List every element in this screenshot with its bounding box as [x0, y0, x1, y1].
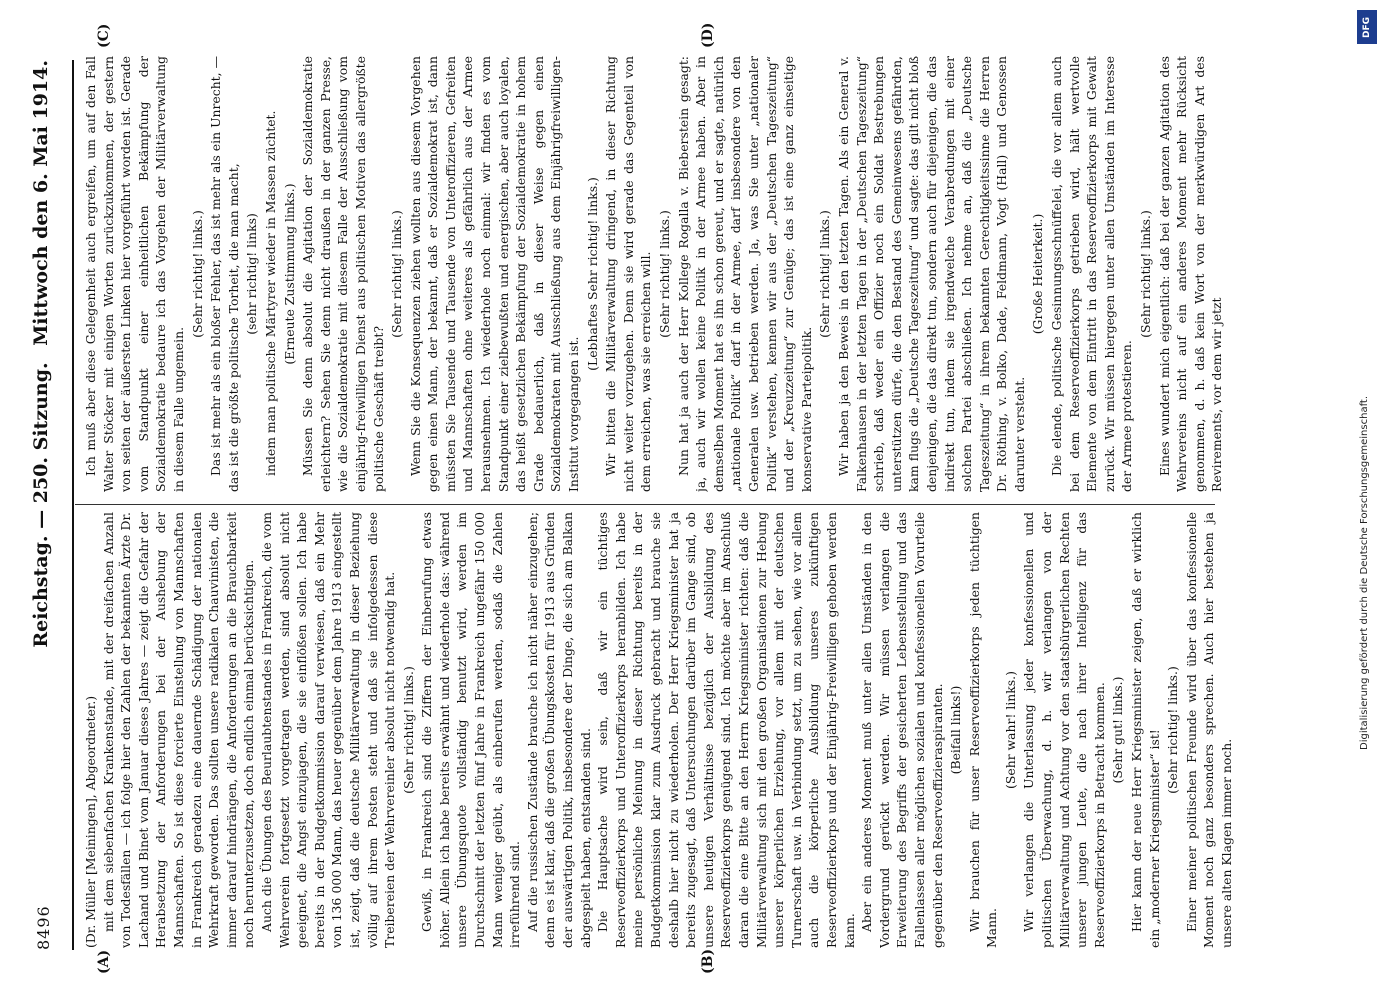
interjection: (Sehr gut! links.): [1110, 676, 1126, 784]
paragraph: Eines wundert mich eigentlich: daß bei der ganzen Agitation des Wehrvereins nicht auf ein anderes Moment mehr Rücksicht genommen, d. h. daß kein Wort von der merkwürdigen Art des Revirements, vor dem wir jetzt: [1156, 56, 1225, 492]
paragraph: Wir verlangen die Unterlassung jeder konfessionellen und politischen Überwachung, d. h. wir verlangen von der Militärverwaltung und Achtung vor den staatsbürgerlichen Rechten unserer jungen Leute, die nach ihrer Intelligenz für das Reserveoffizierkorps in Betracht kommen.: [1021, 512, 1107, 948]
margin-mark-c: (C): [96, 23, 112, 48]
paragraph: Wir bitten die Militärverwaltung dringend, in dieser Richtung nicht weiter vorzugehen. Denn sie wird gerade das Gegenteil von dem erreichen, was sie erreichen will.: [603, 56, 654, 492]
credit-text: Digitalisierung gefördert durch die Deutsche Forschungsgemeinschaft.: [1359, 395, 1370, 750]
interjection: (Sehr richtig! links.): [189, 210, 205, 338]
running-head: [20, 60, 58, 950]
digitization-credit: [1357, 10, 1379, 995]
paragraph: Hier kann der neue Herr Kriegsminister zeigen, daß er wirklich ein „moderner Kriegsminister“ ist!: [1129, 512, 1162, 948]
interjection: (Sehr richtig! links.): [400, 666, 416, 794]
paragraph: Das ist mehr als ein bloßer Fehler, das ist mehr als ein Unrecht, — das ist die größte politische Torheit, die man macht,: [208, 56, 241, 492]
paragraph: Auf die russischen Zustände brauche ich nicht näher einzugehen; denn es ist klar, daß die großen Übungskosten für 1913 aus Gründen der auswärtigen Politik, insbesondere der Dinge, die sich am Balkan abgespielt haben, entstanden sind.: [524, 512, 593, 948]
paragraph: Die Hauptsache wird sein, daß wir ein tüchtiges Reserveoffizierkorps und Unteroffizierkorps heranbilden. Ich habe meine persönliche Meinung in dieser Richtung bereits in der Budgetkommission klar zum Ausdruck gebracht und brauche sie deshalb hier nicht zu wiederholen. Der Herr Kriegsminister hat ja bereits zugesagt, daß Untersuchungen darüber im Gange sind, ob unsere heutigen Verhältnisse bezüglich der Ausbildung des Reserveoffizierkorps genügend sind. Ich möchte aber im Anschluß daran die eine Bitte an den Herrn Kriegsminister richten: daß die Militärverwaltung sich mit den großen Organisationen zur Hebung unserer körperlichen Erziehung, vor allem mit der deutschen Turnerschaft usw. in Verbindung setzt, um zu sehen, wie vor allem auch die körperliche Ausbildung unseres zukünftigen Reserveoffizierkorps und der Einjährig-Freiwilligen gehoben werden kann.: [595, 512, 857, 948]
interjection: (Große Heiterkeit.): [1030, 213, 1046, 335]
interjection: (Sehr richtig! links.): [1165, 666, 1181, 794]
paragraph: Ich muß aber diese Gelegenheit auch ergreifen, um auf den Fall Walter Stöcker mit einigen Worten zurückzukommen, der gestern von seiten der äußersten Linken hier vorgeführt worden ist. Gerade vom Standpunkt einer einheitlichen Bekämpfung der Sozialdemokratie bedaure ich das Vorgehen der Militärverwaltung in diesem Falle ungemein.: [83, 56, 186, 492]
page-number: 8496: [34, 905, 53, 950]
paragraph: Einer meiner politischen Freunde wird über das konfessionelle Moment noch ganz besonders sprechen. Auch hier bestehen ja unsere alten Klagen immer noch.: [1183, 512, 1234, 948]
paragraph: Nun hat ja auch der Herr Kollege Rogalla v. Bieberstein gesagt: ja, auch wir wollen keine Politik in der Armee haben. Aber in demselben Moment hat es ihn schon gereut, und er sagte, natürlich „nationale Politik“ darf in der Armee, darf insbesondere von den Generalen usw. betrieben werden. Ja, was Sie unter „nationaler Politik“ verstehen, kennen wir aus der „Deutschen Tageszeitung“ und der „Kreuzzeitung“ zur Genüge; das ist eine ganz einseitige konservative Parteipolitik.: [675, 56, 814, 492]
interjection: (Lebhaftes Sehr richtig! links.): [584, 177, 600, 371]
interjection: (Sehr wahr! links.): [1002, 671, 1018, 789]
paragraph: Die elende, politische Gesinnungsschnüffelei, die vor allem auch bei dem Reserveoffizierkorps getrieben wird, hält wertvolle Elemente von dem Eintritt in das Reserveoffizierkorps mit Gewalt zurück. Wir müssen hiergegen unter allen Umständen im Interesse der Armee protestieren.: [1049, 56, 1135, 492]
interjection: (Beifall links!): [948, 685, 964, 775]
text-column-left: [82, 512, 1332, 948]
speaker-note: (Dr. Müller [Meiningen], Abgeordneter.): [83, 695, 98, 948]
margin-mark-b: (B): [700, 948, 716, 974]
interjection: (Sehr richtig! links.): [1138, 210, 1154, 338]
interjection: (Sehr richtig! links.): [389, 210, 405, 338]
paragraph: Wir brauchen für unser Reserveoffizierkorps jeden tüchtigen Mann.: [966, 512, 1000, 948]
paragraph: Müssen Sie denn absolut die Agitation der Sozialdemokratie erleichtern? Sehen Sie denn nicht draußen in der ganzen Presse, wie die Sozialdemokratie mit diesem Falle der Ausschließung vom einjährig-freiwilligen Dienst aus politischen Motiven das allergrößte politische Geschäft treibt?: [300, 56, 386, 492]
dfg-logo: DFG: [1357, 10, 1377, 44]
header-rule: [72, 60, 74, 950]
session-date: Mittwoch den 6. Mai 1914.: [30, 60, 52, 346]
interjection: (sehr richtig! links): [244, 213, 260, 335]
interjection: (Sehr richtig! links.): [817, 210, 833, 338]
margin-mark-a: (A): [96, 949, 112, 974]
paragraph: mit dem siebenfachen Krankenstande, mit der dreifachen Anzahl von Todesfällen — ich folge hier den Zahlen der bekannten Ärzte Dr. Lachand und Binet vom Januar dieses Jahres — zeigt die Gefahr der Herabsetzung der Anforderungen bei der Aushebung der Mannschaften. So ist diese forcierte Einstellung von Mannschaften in Frankreich geradezu eine dauernde Schädigung der nationalen Wehrkraft geworden. Das sollten unsere radikalen Chauvinisten, die immer darauf hindrängen, die Anforderungen an die Brauchbarkeit noch herunterzusetzen, doch endlich einmal berücksichtigen.: [100, 512, 257, 948]
page-title: Reichstag. — 250. Sitzung.: [30, 362, 52, 648]
column-divider: [75, 504, 1215, 505]
interjection: (Erneute Zustimmung links.): [281, 183, 297, 365]
paragraph: Auch die Übungen des Beurlaubtenstandes in Frankreich, die vom Wehrverein fortgesetzt vorgetragen werden, sind absolut nicht geeignet, die Angst einzujagen, die sie einflößen sollen. Ich habe bereits in der Budgetkommission darauf verwiesen, daß ein Mehr von 136 000 Mann, das heuer gegenüber dem Jahre 1913 eingestellt ist, zeigt, daß die deutsche Militärverwaltung in dieser Beziehung völlig auf ihrem Posten steht und daß sie infolgedessen diese Treibereien der Wehrvereinler absolut nicht notwendig hat.: [258, 512, 398, 948]
paragraph: Wir haben ja den Beweis in den letzten Tagen. Als ein General v. Falkenhausen in der letzten Tagen in der „Deutschen Tageszeitung“ schrieb, daß weder ein Offizier noch ein Soldat Bestrebungen unterstützen dürfe, die den Bestand des Gemeinwesens gefährden, kam flugs die „Deutsche Tageszeitung“ und sagte: das gilt nicht bloß denjenigen, die das direkt tun, sondern auch für diejenigen, die das indirekt tun, indem sie irgendwelche Verabredungen mit einer solchen Partei abschließen. Ich nehme an, daß die „Deutsche Tageszeitung“ in ihrem bekannten Gerechtigkeitssinne die Herren Dr. Röthing, v. Bolko, Dade, Feldmann, Vogt (Hall) und Genossen darunter versteht.: [835, 56, 1027, 492]
paragraph: Gewiß, in Frankreich sind die Ziffern der Einberufung etwas höher. Allein ich habe bereits erwähnt und wiederhole das: während unsere Übungsquote vollständig benutzt wird, werden im Durchschnitt der letzten fünf Jahre in Frankreich ungefähr 150 000 Mann weniger geübt, als einberufen werden, sodaß die Zahlen irreführend sind.: [419, 512, 523, 948]
interjection: (Sehr richtig! links.): [657, 210, 672, 338]
paragraph: Wenn Sie die Konsequenzen ziehen wollten aus diesem Vorgehen gegen einen Mann, der bekannt, daß er Sozialdemokrat ist, dann müssten Sie Tausende und Tausende von Unteroffizieren, Gefreiten und Mannschaften ohne weiteres als gefährlich aus der Armee herausnehmen. Ich wiederhole noch einmal: wir finden es vom Standpunkt einer zielbewußten und energischen, aber auch loyalen, das heißt gesetzlichen Bekämpfung der Sozialdemokratie in hohem Grade bedauerlich, daß in dieser Weise gegen einen Sozialdemokraten mit Ausschließung aus dem Einjährigfreiwilligen-Institut vorgegangen ist.: [407, 56, 582, 492]
paragraph: Aber ein anderes Moment muß unter allen Umständen in den Vordergrund gerückt werden. Wir müssen verlangen die Erweiterung des Begriffs der gesicherten Lebensstellung und das Fallenlassen aller möglichen sozialen und konfessionellen Vorurteile gegenüber den Reserveoffizieraspiranten.: [859, 512, 945, 948]
text-column-right: [82, 56, 1332, 492]
paragraph: indem man politische Märtyrer wieder in Massen züchtet.: [262, 110, 278, 476]
margin-mark-d: (D): [700, 22, 716, 48]
